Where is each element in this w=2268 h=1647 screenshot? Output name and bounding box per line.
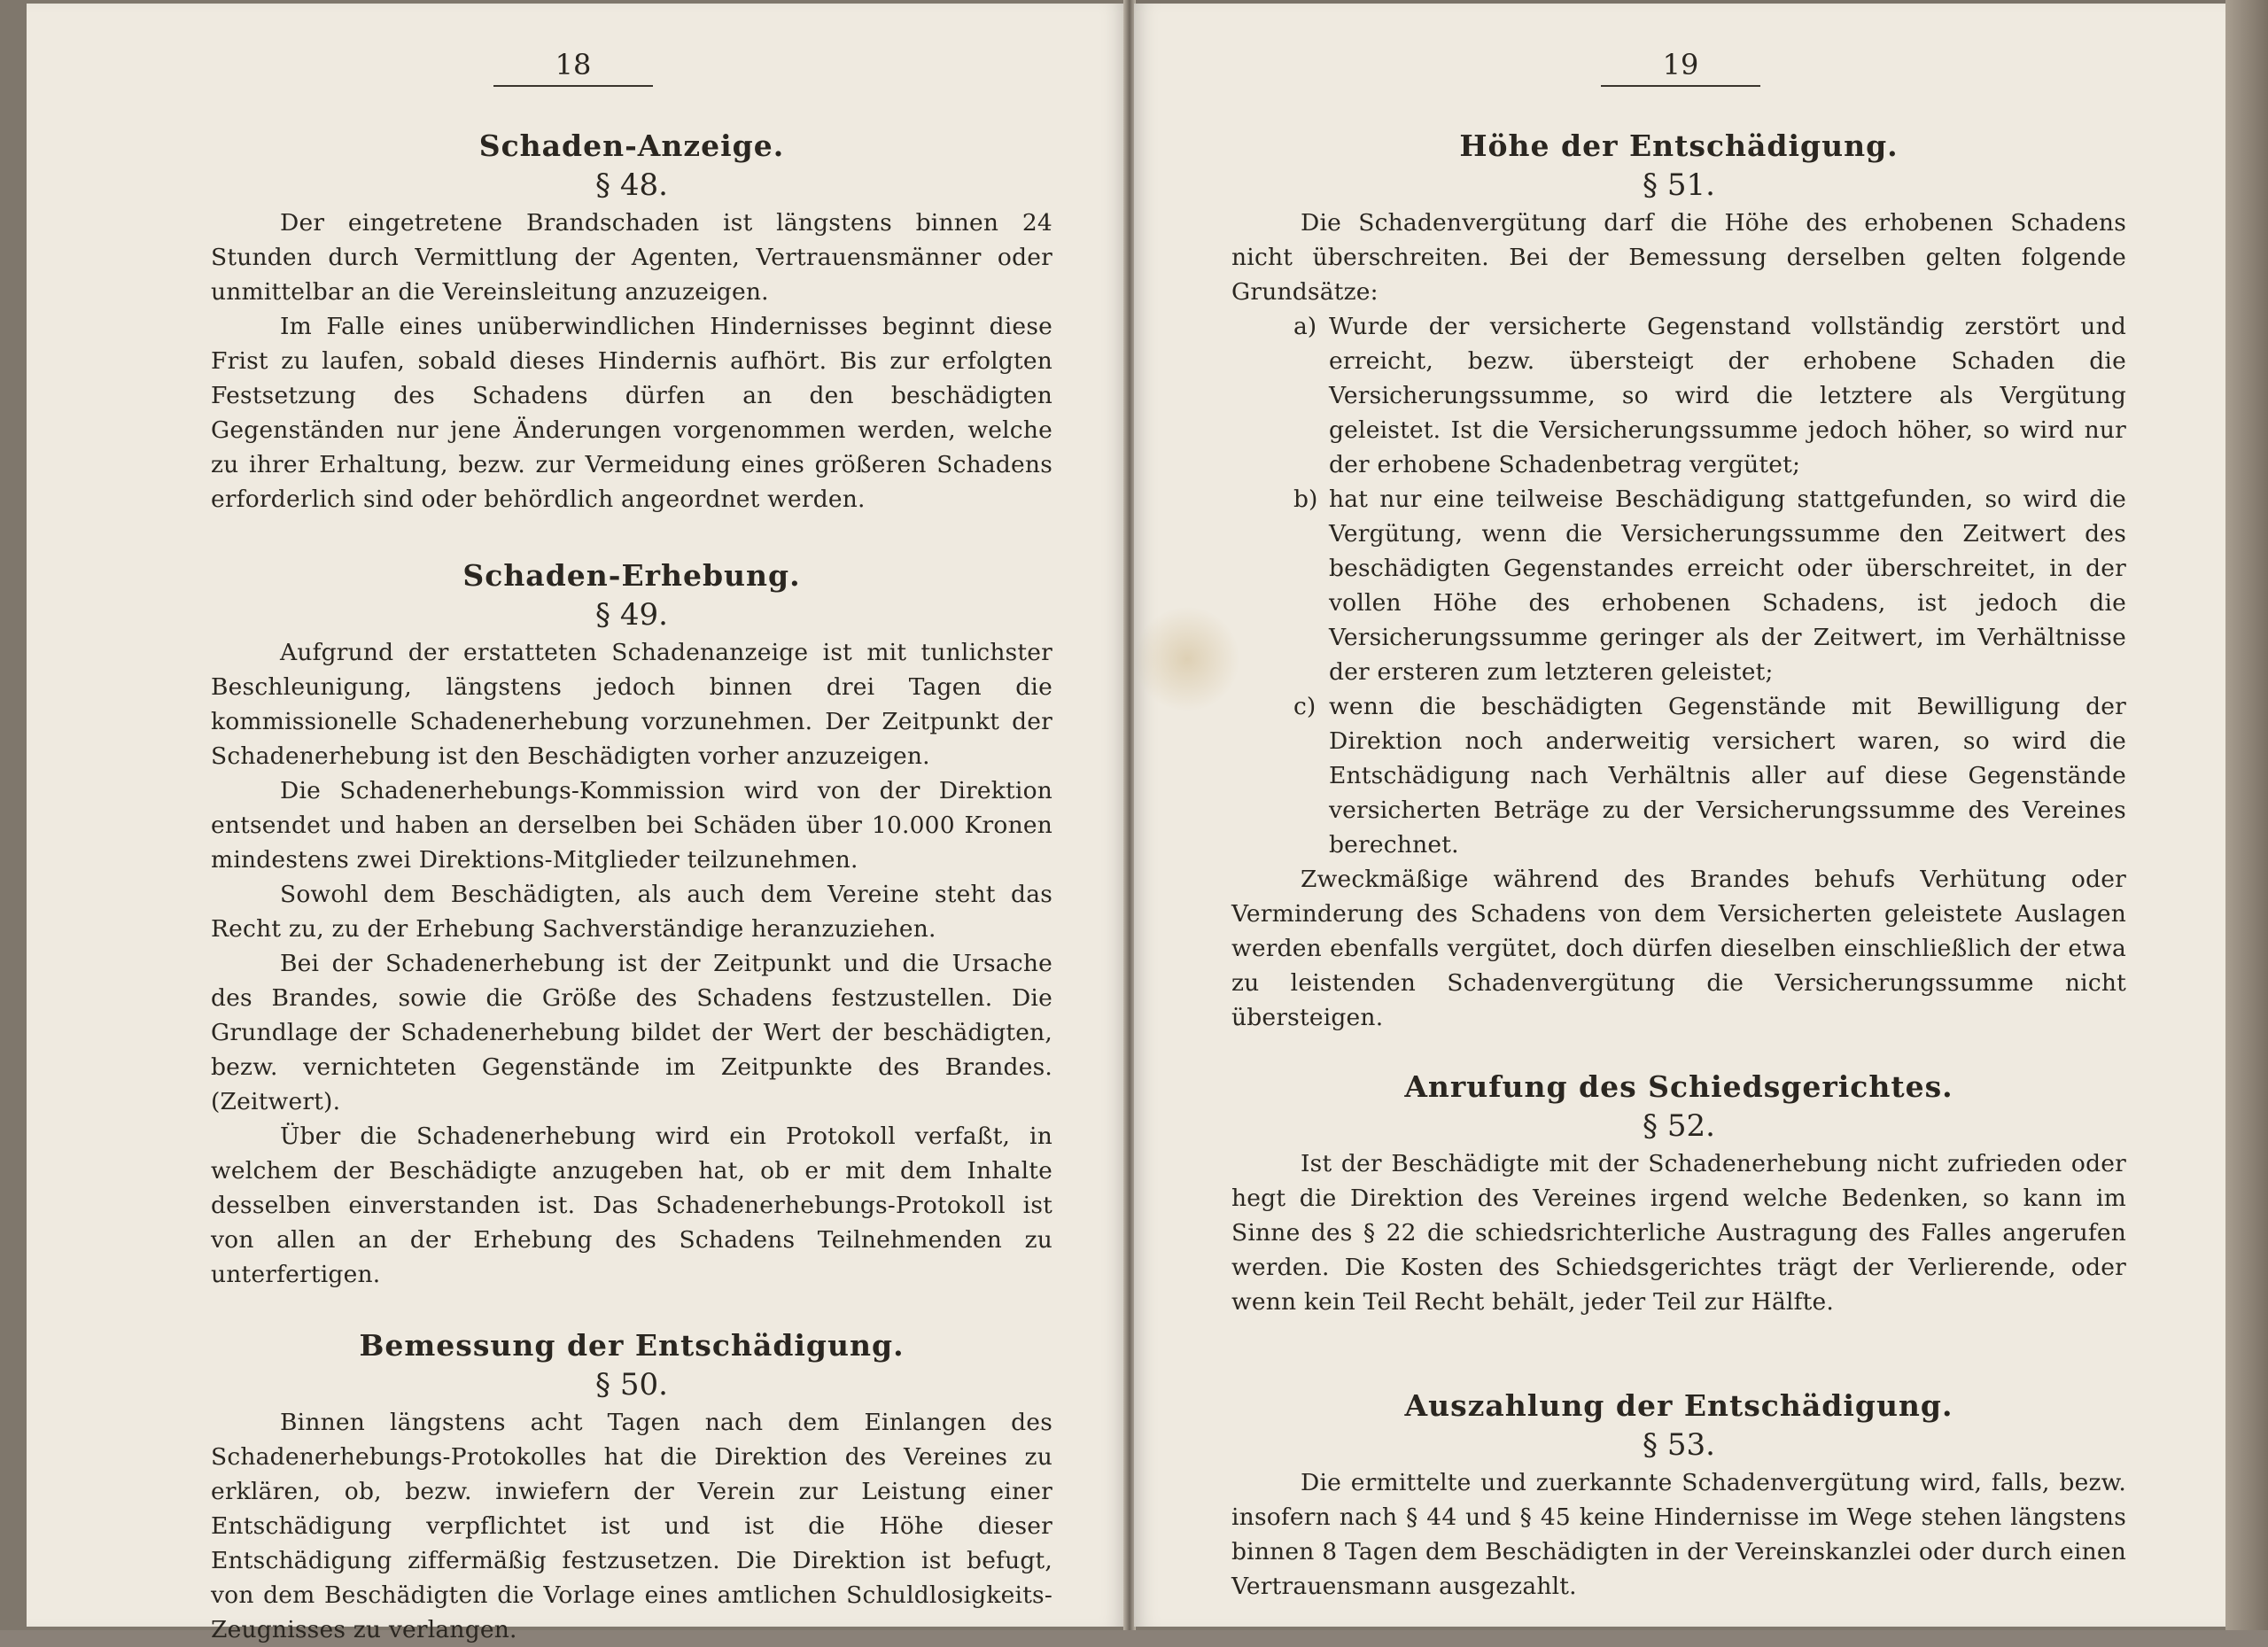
paragraph-number: § 50. [595,1367,668,1402]
section-heading: Auszahlung der Entschädigung. [1404,1388,1953,1423]
list-item-text: wenn die beschädigten Gegenstände mit Bewilligung der Direktion noch anderweitig versichert waren, so wird die Entschädigung nach Verhältnis aller auf diese Gegenstände versicherten Beträge zu der Versicherungssumme des Vereines berechnet. [1329,693,2126,858]
section-text: Die ermittelte und zuerkannte Schadenvergütung wird, falls, bezw. insofern nach § 44 und § 45 keine Hindernisse im Wege stehen längstens binnen 8 Tagen dem Beschädigten in der Vereinskanzlei oder durch einen Vertrauensmann ausgezahlt. [1231,1469,2126,1600]
page-number: 18 [493,48,653,87]
section-50 [211,1327,1052,1647]
paragraph-number: § 51. [1643,167,1715,203]
section-48 [211,128,1052,517]
list-item [1231,689,2126,862]
section-heading: Bemessung der Entschädigung. [359,1328,905,1363]
section-text: Der eingetretene Brandschaden ist längstens binnen 24 Stunden durch Vermittlung der Agenten, Vertrauensmänner oder unmittelbar an die Vereinsleitung anzuzeigen. [211,209,1052,306]
section-text: Die Schadenvergütung darf die Höhe des erhobenen Schadens nicht überschreiten. Bei der Bemessung derselben gelten folgende Grundsätze: [1231,209,2126,306]
section-text: Zweckmäßige während des Brandes behufs Verhütung oder Verminderung des Schadens von dem Versicherten geleistete Auslagen werden ebenfalls vergütet, doch dürfen dieselben einschließlich der etwa zu leistenden Schadenvergütung die Versicherungssumme nicht übersteigen. [1231,866,2126,1031]
section-text: Bei der Schadenerhebung ist der Zeitpunkt und die Ursache des Brandes, sowie die Größe des Schadens festzustellen. Die Grundlage der Schadenerhebung bildet der Wert der beschädigten, bezw. vernichteten Gegenstände im Zeitpunkte des Brandes. (Zeitwert). [211,950,1052,1115]
list-marker: a) [1293,313,1317,340]
book-cover-edge [2225,0,2268,1630]
section-heading: Anrufung des Schiedsgerichtes. [1404,1069,1953,1104]
right-page [1134,4,2225,1627]
paragraph-number: § 53. [1643,1427,1715,1463]
paper-stain [1134,606,1240,712]
list-marker: c) [1293,693,1317,720]
section-52 [1231,1068,2126,1319]
section-text: Aufgrund der erstatteten Schadenanzeige ist mit tunlichster Beschleunigung, längstens jedoch binnen drei Tagen die kommissionelle Schadenerhebung vorzunehmen. Der Zeitpunkt der Schadenerhebung ist den Beschädigten vorher anzuzeigen. [211,639,1052,770]
section-49 [211,557,1052,1292]
list-item [1231,309,2126,482]
list-item-text: hat nur eine teilweise Beschädigung stattgefunden, so wird die Vergütung, wenn die Versicherungssumme den Zeitwert des beschädigten Gegenstandes erreicht oder überschreitet, in der vollen Höhe des erhobenen Schadens, ist jedoch die Versicherungssumme geringer als der Zeitwert, im Verhältnisse der ersteren zum letzteren geleistet; [1329,486,2126,686]
section-text: Über die Schadenerhebung wird ein Protokoll verfaßt, in welchem der Beschädigte anzugeben hat, ob er mit dem Inhalte desselben einverstanden ist. Das Schadenerhebungs-Protokoll ist von allen an der Erhebung des Schadens Teilnehmenden zu unterfertigen. [211,1123,1052,1288]
list-item [1231,482,2126,689]
page-number: 19 [1601,48,1760,87]
section-text: Binnen längstens acht Tagen nach dem Einlangen des Schadenerhebungs-Protokolles hat die Direktion des Vereines zu erklären, ob, bezw. inwiefern der Verein zur Leistung einer Entschädigung verpflichtet ist und ist die Höhe dieser Entschädigung ziffermäßig festzusetzen. Die Direktion ist befugt, von dem Beschädigten die Vorlage eines amtlichen Schuldlosigkeits-Zeugnisses zu verlangen. [211,1409,1052,1643]
section-text: Die Schadenerhebungs-Kommission wird von der Direktion entsendet und haben an derselben bei Schäden über 10.000 Kronen mindestens zwei Direktions-Mitglieder teilzunehmen. [211,777,1052,874]
section-heading: Höhe der Entschädigung. [1459,128,1899,163]
section-51 [1231,128,2126,1035]
section-53 [1231,1387,2126,1604]
left-page [27,4,1125,1643]
section-text: Im Falle eines unüberwindlichen Hindernisses beginnt diese Frist zu laufen, sobald dieses Hindernis aufhört. Bis zur erfolgten Festsetzung des Schadens dürfen an den beschädigten Gegenständen nur jene Änderungen vorgenommen werden, welche zu ihrer Erhaltung, bezw. zur Vermeidung eines größeren Schadens erforderlich sind oder behördlich angeordnet werden. [211,313,1052,513]
paragraph-number: § 49. [595,597,668,633]
section-text: Sowohl dem Beschädigten, als auch dem Vereine steht das Recht zu, zu der Erhebung Sachverständige heranzuziehen. [211,881,1052,943]
list-marker: b) [1293,486,1318,513]
section-heading: Schaden-Erhebung. [462,558,801,593]
section-text: Ist der Beschädigte mit der Schadenerhebung nicht zufrieden oder hegt die Direktion des Vereines irgend welche Bedenken, so kann im Sinne des § 22 die schiedsrichterliche Austragung des Falles angerufen werden. Die Kosten des Schiedsgerichtes trägt der Verlierende, oder wenn kein Teil Recht behält, jeder Teil zur Hälfte. [1231,1150,2126,1316]
paragraph-number: § 48. [595,167,668,203]
paragraph-number: § 52. [1643,1108,1715,1144]
section-heading: Schaden-Anzeige. [478,128,785,163]
list-item-text: Wurde der versicherte Gegenstand vollständig zerstört und erreicht, bezw. übersteigt der erhobene Schaden die Versicherungssumme, so wird die letztere als Vergütung geleistet. Ist die Versicherungssumme jedoch höher, so wird nur der erhobene Schadenbetrag vergütet; [1329,313,2126,478]
